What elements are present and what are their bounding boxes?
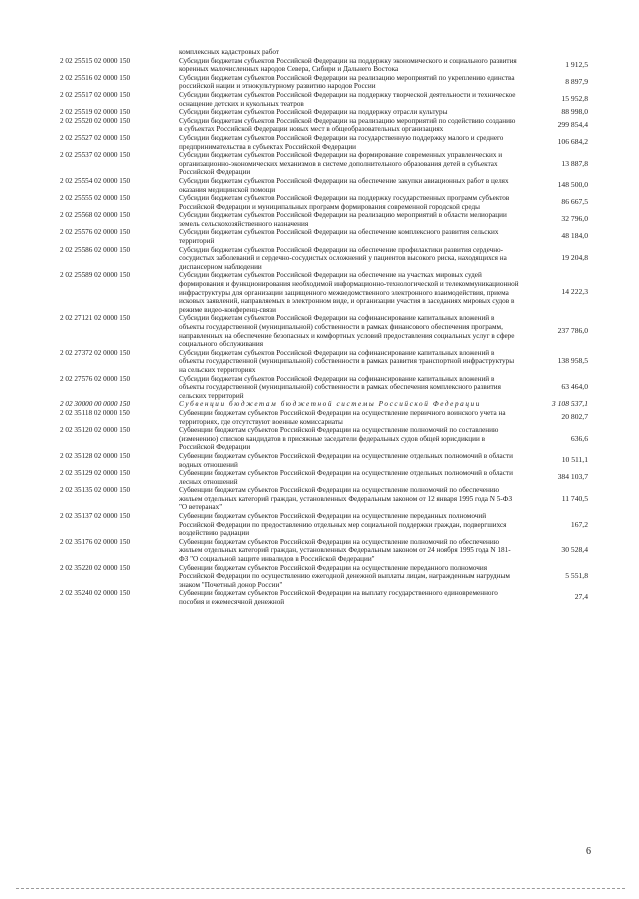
revenue-description: Субсидии бюджетам субъектов Российской Федерации на реализацию мероприятий по содействию созданию в субъектах Российской Федерации новых мест в общеобразовательных организациях: [179, 116, 516, 134]
revenue-code: 2 02 25589 02 0000 150: [60, 271, 131, 280]
amount-value: 32 796,0: [561, 214, 588, 224]
amount-value: 86 667,5: [561, 197, 588, 207]
table-row: [60, 194, 588, 211]
amount-value: 30 528,4: [561, 545, 588, 555]
revenue-description: Субвенции бюджетам субъектов Российской Федерации на осуществление полномочий по составлению (изменению) списков кандидатов в присяжные заседатели федеральных судов общей юрисдикции в Российской Федерации: [179, 426, 499, 452]
amount-value: 237 786,0: [557, 325, 588, 335]
revenue-description: Субвенции бюджетам субъектов Российской Федерации на осуществление отдельных полномочий в области водных отношений: [179, 451, 513, 469]
amount-value: 14 222,3: [561, 287, 588, 297]
revenue-code: 2 02 25568 02 0000 150: [60, 211, 131, 220]
budget-table: [60, 48, 588, 607]
revenue-code: 2 02 35137 02 0000 150: [60, 512, 131, 521]
revenue-description: Субсидии бюджетам субъектов Российской Федерации на поддержку отрасли культуры: [179, 108, 448, 117]
revenue-code: 2 02 25554 02 0000 150: [60, 176, 131, 185]
amount-value: 384 103,7: [557, 472, 588, 482]
amount-value: 27,4: [574, 592, 588, 602]
amount-value: 13 887,8: [561, 158, 588, 168]
table-row: [60, 314, 588, 348]
table-row: [60, 409, 588, 426]
revenue-code: 2 02 35118 02 0000 150: [60, 408, 130, 417]
revenue-description: Субсидии бюджетам субъектов Российской Федерации на обеспечение на участках мировых судей формирования и функционирования необходимой информационно-технологической и телекоммуникационной инфраструктуры для организации защищенного межведомственного электронного взаимодействия, приема исковых заявлений, направляемых в электронном виде, и организации участия в заседаниях мировых судов в режиме видео-конференц-связи: [179, 271, 519, 314]
table-row: [60, 538, 588, 564]
revenue-description: Субсидии бюджетам субъектов Российской Федерации на софинансирование капитальных вложений в объекты государственной (муниципальной) собственности в рамках развития транспортной инфраструктуры на сельских территориях: [179, 348, 515, 374]
revenue-code: 2 02 35129 02 0000 150: [60, 469, 131, 478]
revenue-code: 2 02 25516 02 0000 150: [60, 73, 131, 82]
table-row: [60, 452, 588, 469]
revenue-code: 2 02 27372 02 0000 150: [60, 348, 131, 357]
table-row: [60, 91, 588, 108]
revenue-code: 2 02 25520 02 0000 150: [60, 116, 131, 125]
page-bottom-divider: [16, 888, 625, 889]
page-number: 6: [586, 846, 591, 857]
amount-value: 11 740,5: [561, 493, 588, 503]
table-row: [60, 349, 588, 375]
table-row: [60, 108, 588, 117]
amount-value: 106 684,2: [557, 136, 588, 146]
revenue-code: 2 02 35135 02 0000 150: [60, 486, 131, 495]
amount-value: 10 511,1: [561, 454, 588, 464]
revenue-description: Субвенции бюджетам бюджетной системы Российской Федерации: [179, 400, 481, 409]
amount-value: 48 184,0: [561, 231, 588, 241]
revenue-code: 2 02 30000 00 0000 150: [60, 400, 131, 409]
table-row: [60, 57, 588, 74]
revenue-description: Субсидии бюджетам субъектов Российской Федерации на формирование современных управленческих и организационно-экономических механизмов в системе дополнительного образования детей в субъектах Российской Федерации: [179, 151, 503, 177]
revenue-description: Субвенции бюджетам субъектов Российской Федерации на осуществление отдельных полномочий в области лесных отношений: [179, 469, 513, 486]
table-row: [60, 246, 588, 272]
revenue-description: Субсидии бюджетам субъектов Российской Федерации на поддержку государственных программ субъектов Российской Федерации и муниципальных программ формирования современной городской среды: [179, 194, 510, 211]
revenue-description: Субсидии бюджетам субъектов Российской Федерации на реализацию мероприятий в области мелиорации земель сельскохозяйственного назначения: [179, 211, 507, 228]
revenue-code: 2 02 25515 02 0000 150: [60, 56, 131, 65]
revenue-code: 2 02 35120 02 0000 150: [60, 426, 131, 435]
revenue-code: 2 02 35128 02 0000 150: [60, 451, 131, 460]
table-row: [60, 74, 588, 91]
revenue-code: 2 02 35176 02 0000 150: [60, 537, 131, 546]
amount-value: 20 802,7: [561, 411, 588, 421]
revenue-description: Субвенции бюджетам субъектов Российской Федерации на осуществление переданных полномочий Российской Федерации по предоставлению отдельных мер социальной поддержки граждан, подвергшихся воздействию радиации: [179, 512, 507, 538]
amount-value: 299 854,4: [557, 119, 588, 129]
revenue-description: Субвенции бюджетам субъектов Российской Федерации на осуществление полномочий по обеспечению жильем отдельных категорий граждан, установленных Федеральным законом от 12 января 1995 года N 5-ФЗ "О ветеранах": [179, 486, 513, 512]
revenue-code: 2 02 25537 02 0000 150: [60, 151, 131, 160]
table-row: [60, 589, 588, 606]
revenue-description: Субвенции бюджетам субъектов Российской Федерации на осуществление переданного полномочия Российской Федерации по осуществлению ежегодной денежной выплаты лицам, награжденным нагрудным знаком "Почетный донор России": [179, 563, 510, 589]
amount-value: 8 897,9: [565, 76, 588, 86]
amount-value: 1 912,5: [565, 59, 588, 69]
table-row: [60, 486, 588, 512]
revenue-code: 2 02 25586 02 0000 150: [60, 245, 131, 254]
table-row: [60, 564, 588, 590]
amount-value: 138 958,5: [557, 356, 588, 366]
amount-value: 19 204,8: [561, 253, 588, 263]
table-row: [60, 211, 588, 228]
amount-value: 636,6: [570, 433, 588, 443]
revenue-description: Субсидии бюджетам субъектов Российской Федерации на софинансирование капитальных вложений в объекты государственной (муниципальной) собственности в рамках финансового обеспечения программ, направленных на обеспечение безопасных и комфортных условий предоставления социальных услуг в сфере социального обслуживания: [179, 314, 515, 349]
revenue-code: 2 02 27121 02 0000 150: [60, 314, 131, 323]
amount-value: 167,2: [570, 519, 588, 529]
table-row: [60, 512, 588, 538]
revenue-description: Субвенции бюджетам субъектов Российской Федерации на осуществление первичного воинского учета на территориях, где отсутствуют военные комиссариаты: [179, 408, 506, 426]
amount-value: 88 998,0: [561, 107, 588, 117]
revenue-code: 2 02 25517 02 0000 150: [60, 90, 131, 99]
amount-value: 3 108 537,1: [551, 399, 588, 409]
amount-value: 15 952,8: [561, 93, 588, 103]
revenue-description: Субсидии бюджетам субъектов Российской Федерации на поддержку экономического и социального развития коренных малочисленных народов Севера, Сибири и Дальнего Востока: [179, 56, 517, 74]
table-row: [60, 469, 588, 486]
amount-value: 148 500,0: [557, 179, 588, 189]
table-row: [60, 134, 588, 151]
table-row: [60, 177, 588, 194]
revenue-code: 2 02 25555 02 0000 150: [60, 194, 131, 203]
revenue-code: 2 02 35220 02 0000 150: [60, 563, 131, 572]
table-row: [60, 117, 588, 134]
revenue-description: Субсидии бюджетам субъектов Российской Федерации на софинансирование капитальных вложений в объекты государственной (муниципальной) собственности в рамках обеспечения комплексного развития сельских территорий: [179, 374, 501, 400]
amount-value: 5 551,8: [565, 571, 588, 581]
revenue-description: Субвенции бюджетам субъектов Российской Федерации на выплату государственного единовременного пособия и ежемесячной денежной: [179, 589, 498, 606]
table-row: [60, 48, 588, 57]
revenue-description: комплексных кадастровых работ: [179, 48, 280, 56]
table-row: [60, 151, 588, 177]
revenue-description: Субвенции бюджетам субъектов Российской Федерации на осуществление полномочий по обеспечению жильем отдельных категорий граждан, установленных Федеральным законом от 24 ноября 1995 года N 181-ФЗ "О социальной защите инвалидов в Российской Федерации": [179, 537, 511, 564]
revenue-description: Субсидии бюджетам субъектов Российской Федерации на государственную поддержку малого и среднего предпринимательства в субъектах Российской Федерации: [179, 133, 504, 151]
revenue-code: 2 02 35240 02 0000 150: [60, 589, 131, 598]
table-group-row: [60, 400, 588, 409]
revenue-code: 2 02 25527 02 0000 150: [60, 133, 131, 142]
revenue-description: Субсидии бюджетам субъектов Российской Федерации на поддержку творческой деятельности и техническое оснащение детских и кукольных театров: [179, 90, 516, 108]
revenue-code: 2 02 25519 02 0000 150: [60, 108, 131, 117]
revenue-description: Субсидии бюджетам субъектов Российской Федерации на реализацию мероприятий по укреплению единства российской нации и этнокультурному развитию народов России: [179, 73, 515, 91]
table-row: [60, 426, 588, 452]
revenue-description: Субсидии бюджетам субъектов Российской Федерации на обеспечение закупки авиационных работ в целях оказания медицинской помощи: [179, 176, 509, 194]
amount-value: 63 464,0: [561, 382, 588, 392]
table-row: [60, 375, 588, 401]
revenue-description: Субсидии бюджетам субъектов Российской Федерации на обеспечение профилактики развития сердечно-сосудистых заболеваний и сердечно-сосудистых осложнений у пациентов высокого риска, находящихся на диспансерном наблюдении: [179, 245, 507, 271]
revenue-code: 2 02 27576 02 0000 150: [60, 374, 131, 383]
revenue-description: Субсидии бюджетам субъектов Российской Федерации на обеспечение комплексного развития сельских территорий: [179, 228, 499, 246]
table-row: [60, 271, 588, 314]
revenue-code: 2 02 25576 02 0000 150: [60, 228, 131, 237]
table-row: [60, 228, 588, 245]
